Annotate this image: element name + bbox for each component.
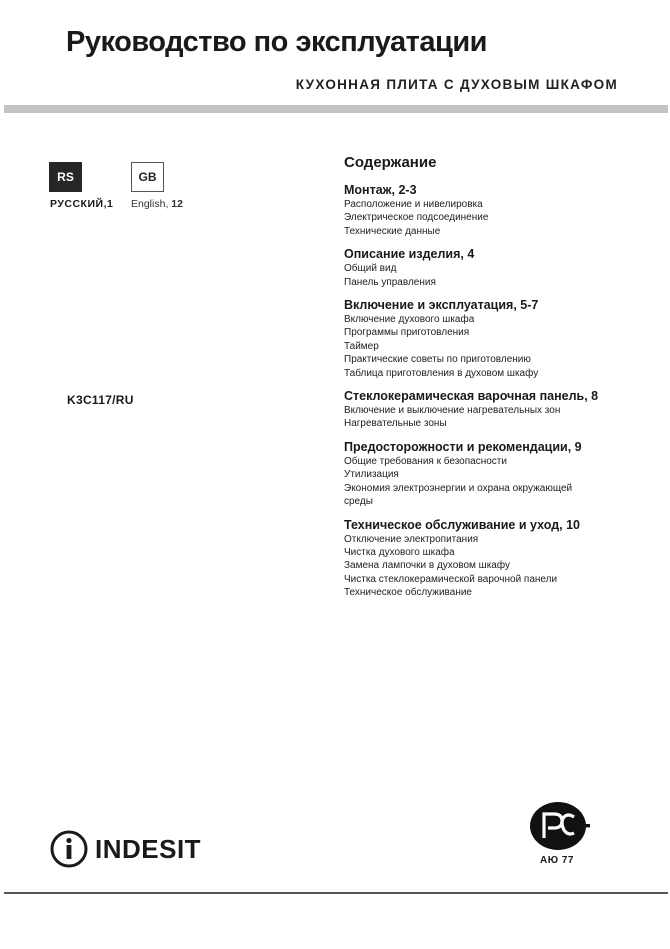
toc-item: Общие требования к безопасности: [344, 455, 507, 467]
toc-section-description: [344, 247, 644, 289]
brand-logo: [49, 829, 201, 869]
toc-section-maintenance: [344, 518, 644, 600]
toc-section-hob: [344, 389, 644, 431]
toc-item: Утилизация: [344, 469, 399, 481]
toc-item: Панель управления: [344, 276, 436, 288]
toc-heading[interactable]: Описание изделия, 4: [344, 247, 475, 262]
toc-item: Замена лампочки в духовом шкафу: [344, 560, 510, 572]
language-badge-rs[interactable]: RS: [49, 162, 82, 192]
toc-title: Содержание: [344, 154, 437, 171]
toc-item: среды: [344, 496, 373, 508]
certification-mark-icon: [528, 800, 592, 852]
toc-item: Экономия электроэнергии и охрана окружающей: [344, 482, 573, 494]
language-name-rs: РУССКИЙ: [50, 198, 104, 210]
language-name-gb: English,: [131, 198, 169, 210]
toc-item: Техническое обслуживание: [344, 587, 472, 599]
toc-heading[interactable]: Монтаж, 2-3: [344, 183, 417, 197]
toc-item: Таймер: [344, 340, 379, 352]
top-divider: [4, 105, 668, 113]
toc-item: Программы приготовления: [344, 327, 470, 339]
brand-name: INDESIT: [95, 833, 202, 864]
toc-item: Включение духового шкафа: [344, 314, 475, 326]
toc-heading[interactable]: Включение и эксплуатация, 5-7: [344, 298, 539, 313]
toc-item: Общий вид: [344, 263, 397, 275]
page-subtitle: КУХОННАЯ ПЛИТА С ДУХОВЫМ ШКАФОМ: [295, 77, 618, 92]
toc-item: Расположение и нивелировка: [344, 199, 483, 210]
table-of-contents: [344, 154, 644, 609]
model-number: K3C117/RU: [67, 393, 134, 407]
language-page-rs: ,1: [103, 198, 114, 210]
language-page-gb: 12: [171, 198, 183, 210]
page-title: Руководство по эксплуатации: [66, 26, 487, 58]
toc-section-precautions: [344, 440, 644, 509]
toc-item: Таблица приготовления в духовом шкафу: [344, 367, 539, 379]
toc-heading[interactable]: Предосторожности и рекомендации, 9: [344, 439, 582, 454]
toc-item: Технические данные: [344, 225, 441, 237]
toc-item: Включение и выключение нагревательных зон: [344, 405, 561, 417]
toc-item: Чистка стеклокерамической варочной панели: [344, 573, 558, 585]
toc-heading[interactable]: Техническое обслуживание и уход, 10: [344, 517, 580, 532]
toc-item: Нагревательные зоны: [344, 418, 447, 430]
bottom-divider: [4, 892, 668, 894]
toc-section-installation: [344, 183, 644, 238]
language-caption-rs: [50, 198, 113, 210]
toc-section-operation: [344, 298, 644, 380]
toc-heading[interactable]: Стеклокерамическая варочная панель, 8: [344, 389, 599, 404]
indesit-logo-icon: [49, 829, 89, 869]
language-badge-gb[interactable]: GB: [131, 162, 164, 192]
toc-item: Электрическое подсоединение: [344, 212, 489, 224]
certification-code: АЮ 77: [540, 855, 574, 866]
toc-item: Практические советы по приготовлению: [344, 354, 531, 366]
toc-item: Чистка духового шкафа: [344, 546, 455, 558]
toc-item: Отключение электропитания: [344, 533, 479, 545]
language-caption-gb: [131, 198, 183, 210]
